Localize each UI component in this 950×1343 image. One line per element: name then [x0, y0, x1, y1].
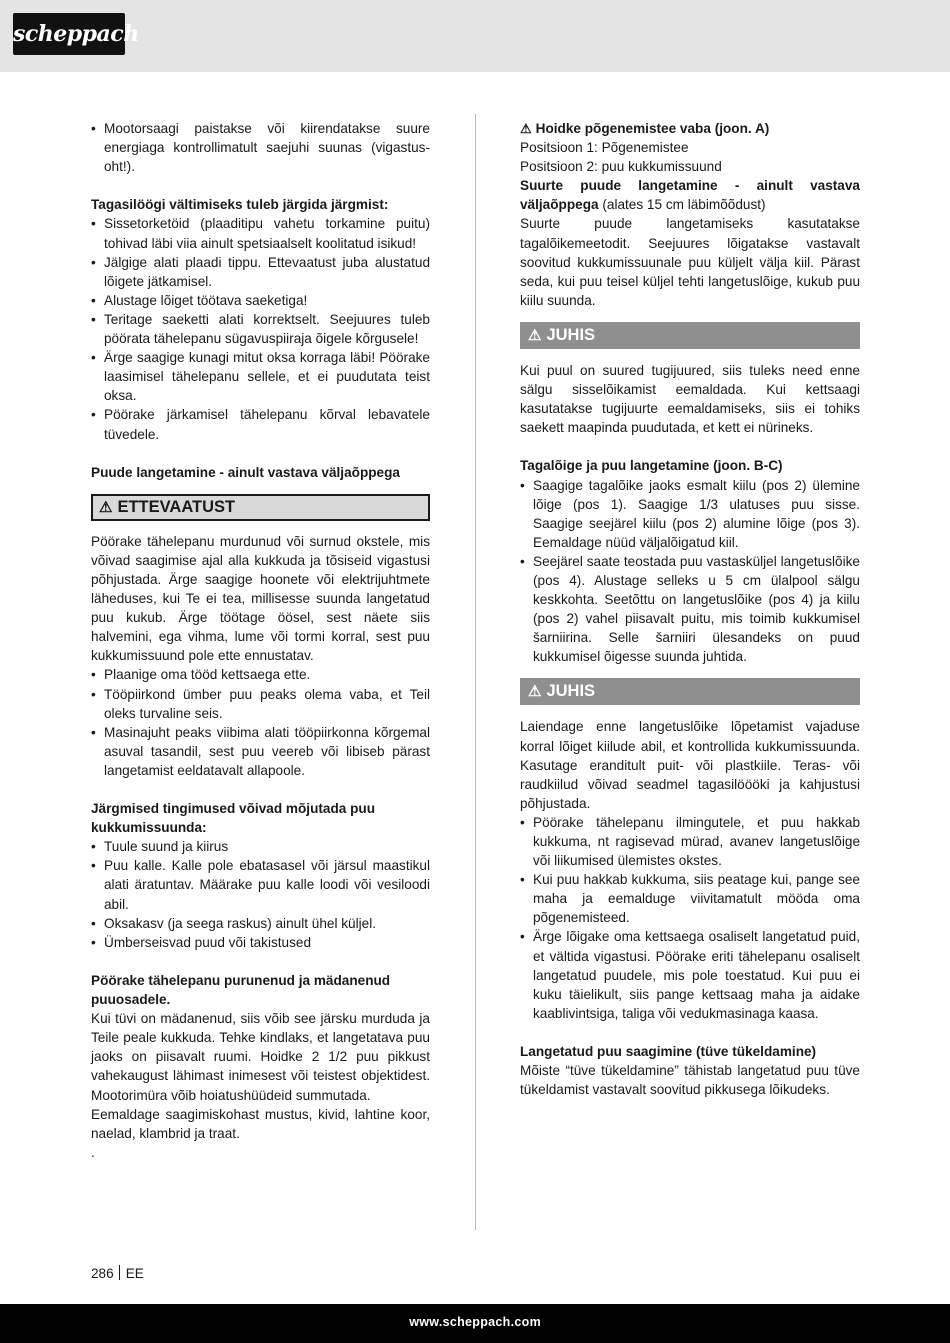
- section-heading: Pöörake tähelepanu purunenud ja mädanenud puuosadele.: [91, 972, 391, 1008]
- list-item: • Masinajuht peaks viibima alati tööpiirkonna kõrgemal asuval tasandil, sest puu veereb või libiseb pärast langetamist eeldatavalt allapoole.: [91, 723, 430, 780]
- list-item: • Tuule suund ja kiirus: [91, 837, 430, 856]
- page-number: 286: [91, 1266, 114, 1281]
- page-footer-label: [91, 1265, 144, 1283]
- list-item: • Tööpiirkond ümber puu peaks olema vaba, et Teil oleks turvaline seis.: [91, 685, 430, 723]
- paragraph: Mõiste “tüve tükeldamine” tähistab langetatud puu tüve tükeldamist vastavalt soovitud pikkusega lõikudeks.: [520, 1063, 860, 1098]
- warning-triangle-icon: ⚠: [528, 683, 542, 701]
- conditions-list: [91, 837, 430, 952]
- stray-dot: .: [91, 1144, 95, 1160]
- paragraph: Kui puul on suured tugijuured, siis tuleks need enne sälgu sisselõikamist eemaldada. Kui kettsaagi kasutatakse tugijuurte eemaldamiseks, siis ei tohiks saekett maapinda puudutada, et kett ei nürineks.: [520, 362, 860, 436]
- footer-bar: [0, 1304, 950, 1343]
- language-code: EE: [125, 1266, 144, 1281]
- paragraph: Laiendage enne langetuslõike lõpetamist vajaduse korral lõiget kiilude abil, et kontrollida kukkumissuunda. Kasutage eranditult puit- või plastkiile. Teras- või raudkiilud võivad seadmel tagasilöööki ja kahjustusi põhjustada.: [520, 719, 860, 811]
- list-item: • Mootorsaagi paistakse või kiirendatakse suure energiaga kontrollimatult saejuhi suunas (vigastus-oht!).: [91, 119, 430, 176]
- paragraph: Kui tüvi on mädanenud, siis võib see järsku murduda ja Teile peale kukkuda. Tehke kindlaks, et langetatava puu jaoks on piisavalt ruumi. Hoidke 2 1/2 puu pikkust vahekaugust lähimast inimesest või teistest objektidest. Mootorimüra võib hoiatushüüdeid summutada.: [91, 1011, 430, 1103]
- right-column: [520, 119, 860, 1099]
- falling-list: [520, 813, 860, 1023]
- list-item: • Kui puu hakkab kukkuma, siis peatage kui, pange see maha ja eemalduge viivitamatult mööda oma põgenemisteed.: [520, 870, 860, 927]
- website-link[interactable]: www.scheppach.com: [409, 1315, 541, 1329]
- paragraph: Suurte puude langetamiseks kasutatakse tagalõikemeetodit. Seejuures lõigatakse vastavalt soovitud kukkumissuunale puu küljelt välja kiil. Pärast seda, kui puu teisel küljel tehti langetuslõige, kukub puu kiilu suunda.: [520, 216, 860, 308]
- list-item: • Ärge lõigake oma kettsaega osaliselt langetatud puid, et vältida vigastusi. Pöörake eriti tähelepanu osaliselt langetatud puudele, mis pole toestatud. Kui puu ei kuku täielikult, siis pange kettsaag maha ja aidake kaablivintsiga, taliga või vedukmasinaga kaasa.: [520, 927, 860, 1022]
- warning-box: [91, 494, 430, 521]
- warning-title: ETTEVAATUST: [117, 497, 236, 516]
- warning-triangle-icon: ⚠: [520, 121, 532, 136]
- paragraph: Pöörake tähelepanu murdunud või surnud okstele, mis võivad saagimise ajal alla kukkuda ja tõsiseid vigastusi põhjustada. Ärge saagige hoonete või elektrijuhtmete läheduses, kui Te ei tea, millisesse suunda langetatud puu kukub. Ärge töötage öösel, sest näete siis halvemini, ega vihma, lume või tormi korral, sest puu kukkumissuund pole ette ennustatav.: [91, 533, 430, 664]
- section-heading: Järgmised tingimused võivad mõjutada puu kukkumissuunda:: [91, 801, 376, 836]
- section-heading: Tagalõige ja puu langetamine (joon. B-C): [520, 458, 783, 474]
- kickback-intro-list: [91, 119, 430, 176]
- notice-box: [520, 678, 860, 705]
- notice-title: JUHIS: [546, 325, 596, 344]
- felling-list: [91, 665, 430, 780]
- list-item: • Alustage lõiget töötava saeketiga!: [91, 291, 430, 310]
- list-item: • Ärge saagige kunagi mitut oksa korraga läbi! Pöörake laasimisel tähelepanu sellele, et ei puudutata teist oksa.: [91, 348, 430, 405]
- list-item: • Sissetorketöid (plaaditipu vahetu torkamine puitu) tohivad läbi viia ainult spetsiaalselt koolitatud isikud!: [91, 214, 430, 252]
- list-item: • Plaanige oma tööd kettsaega ette.: [91, 665, 430, 684]
- section-heading: ⚠ Hoidke põgenemistee vaba (joon. A): [520, 119, 860, 138]
- column-divider: [475, 114, 476, 1230]
- list-item: • Saagige tagalõike jaoks esmalt kiilu (pos 2) ülemine lõige (pos 1). Saagige 1/3 ulatuses puu sisse. Saagige seejärel kiilu (pos 2) alumine lõige (pos 3). Eemaldage nüüd väljalõigatud kiil.: [520, 476, 860, 552]
- section-heading: Tagasilöögi vältimiseks tuleb järgida järgmist:: [91, 197, 389, 213]
- list-item: • Pöörake tähelepanu ilmingutele, et puu hakkab kukkuma, nt ragisevad mürad, avanev langetuslõige või liikumised ülemistes okstes.: [520, 813, 860, 870]
- notice-box: [520, 322, 860, 349]
- list-item: • Puu kalle. Kalle pole ebatasasel või järsul maastikul alati äratuntav. Määrake puu kalle loodi või vesiloodi abil.: [91, 856, 430, 913]
- list-item: • Pöörake järkamisel tähelepanu kõrval lebavatele tüvedele.: [91, 405, 430, 443]
- separator: [119, 1265, 120, 1280]
- paragraph: Eemaldage saagimiskohast mustus, kivid, lahtine koor, naelad, klambrid ja traat.: [91, 1106, 430, 1141]
- section-heading: Langetatud puu saagimine (tüve tükeldamine): [520, 1044, 817, 1060]
- section-heading: Suurte puude langetamine - ainult vastava väljaõppega (alates 15 cm läbimõõdust): [520, 178, 860, 213]
- kickback-list: [91, 214, 430, 443]
- brand-logo: scheppach: [13, 13, 125, 55]
- warning-triangle-icon: ⚠: [528, 326, 542, 344]
- backcut-list: [520, 476, 860, 667]
- left-column: [91, 119, 430, 1162]
- warning-triangle-icon: ⚠: [99, 498, 113, 516]
- notice-title: JUHIS: [546, 682, 596, 701]
- list-item: • Jälgige alati plaadi tippu. Ettevaatust juba alustatud lõigete jätkamisel.: [91, 253, 430, 291]
- position-line: Positsioon 2: puu kukkumissuund: [520, 159, 722, 175]
- position-line: Positsioon 1: Põgenemistee: [520, 140, 689, 156]
- list-item: • Seejärel saate teostada puu vastasküljel langetuslõike (pos 4). Alustage selleks u 5 cm ülalpool sälgu keskkohta. Seetõttu on langetuslõike (pos 4) ja kiilu (pos 2) vahel piisavalt puitu, mis toimib kukkumisel šarniirina. Selle šarniiri ülesandeks on puud kukkumisel õigesse suunda juhtida.: [520, 552, 860, 667]
- list-item: • Oksakasv (ja seega raskus) ainult ühel küljel.: [91, 914, 430, 933]
- list-item: • Ümberseisvad puud või takistused: [91, 933, 430, 952]
- header-bar: [0, 0, 950, 72]
- list-item: • Teritage saeketti alati korrektselt. Seejuures tuleb pöörata tähelepanu sügavuspiiraja õigele kõrgusele!: [91, 310, 430, 348]
- section-heading: Puude langetamine - ainult vastava väljaõppega: [91, 464, 400, 480]
